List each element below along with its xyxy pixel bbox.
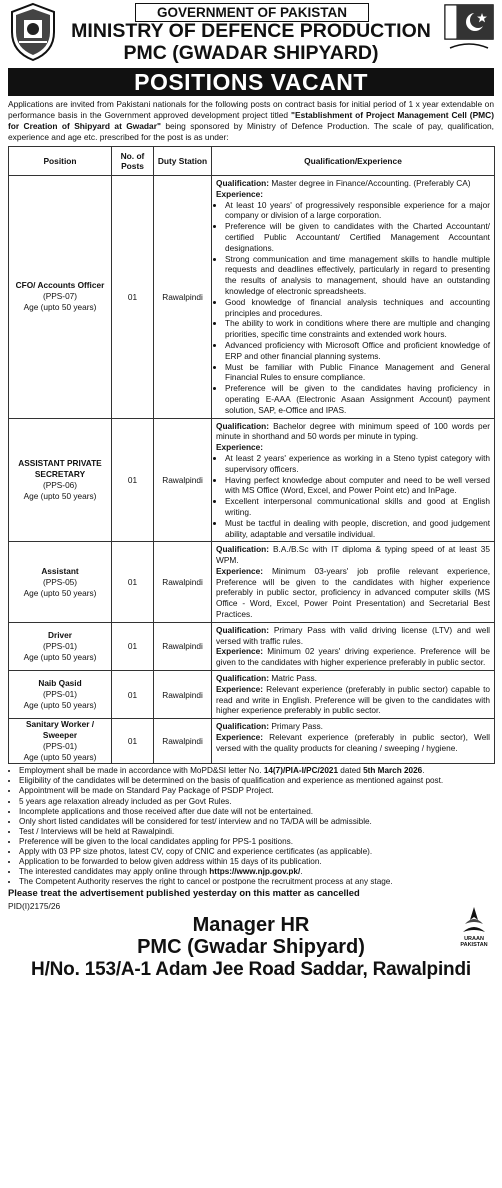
list-item: • Apply with 03 PP size photos, latest CV, copy of CNIC and experience certificates (as applicable).	[19, 847, 494, 857]
intro-part2: being sponsored by Ministry of Defence Production. The scale of pay, qualification, experience and age etc. prescribed for the post is as under:	[8, 121, 494, 142]
uraan-text: URAAN	[464, 936, 484, 943]
list-item: • Must be familiar with Public Finance Management and General Financial Rules to ensure compliance.	[225, 362, 490, 384]
table-row	[9, 622, 495, 670]
experience-label: Experience:	[216, 442, 264, 453]
position-cell	[9, 622, 112, 670]
position-cell	[9, 542, 112, 623]
position-age: Age (upto 50 years)	[23, 700, 97, 711]
table-header-row	[9, 147, 495, 176]
position-age: Age (upto 50 years)	[23, 302, 97, 313]
position-grade: (PPS-05)	[42, 576, 78, 587]
position-title: Naib Qasid	[38, 678, 82, 689]
list-item: • Good knowledge of financial analysis techniques and accounting principles and procedures.	[225, 297, 490, 319]
position-age: Age (upto 50 years)	[23, 490, 97, 501]
uraan-logo-icon	[461, 906, 487, 936]
qualification-cell	[212, 176, 495, 419]
table-row	[9, 418, 495, 542]
qualification-text: B.A./B.Sc with IT diploma & typing speed of at least 35 WPM.	[216, 544, 490, 566]
qualification-cell	[212, 671, 495, 719]
position-title: ASSISTANT PRIVATE SECRETARY	[18, 457, 102, 479]
list-item: • Preference will be given to candidates with the Charted Accountant/ certified Public Accountant/ Certified Management Accountant designations.	[225, 221, 490, 253]
position-grade: (PPS-06)	[42, 479, 78, 490]
qualification-text: Master degree in Finance/Accounting. (Preferably CA)	[271, 178, 471, 188]
organization-title: PMC (GWADAR SHIPYARD)	[123, 42, 379, 64]
qualification-text: Bachelor degree with minimum speed of 100 words per minute in shorthand and 50 words per minute in typing.	[216, 420, 490, 442]
positions-vacant-banner: POSITIONS VACANT	[8, 68, 494, 96]
col-header-station: Duty Station	[154, 147, 212, 176]
position-age: Age (upto 50 years)	[23, 752, 97, 763]
experience-text: Minimum 02 years' driving experience. Preference will be given to the candidates with higher experience preferably in public sector.	[216, 646, 491, 668]
contact-address: H/No. 153/A-1 Adam Jee Road Saddar, Rawalpindi	[31, 959, 471, 981]
station-cell: Rawalpindi	[154, 176, 212, 419]
position-grade: (PPS-01)	[42, 640, 78, 651]
station-cell: Rawalpindi	[154, 719, 212, 764]
list-item	[19, 867, 494, 877]
table-row	[9, 671, 495, 719]
list-item: • Appointment will be made on Standard Pay Package of PSDP Project.	[19, 786, 494, 796]
posts-cell: 01	[112, 542, 154, 623]
list-item: • Eligibility of the candidates will be determined on the basis of qualification and experience as mentioned against post.	[19, 776, 494, 786]
experience-label: Experience:	[216, 646, 264, 657]
table-row	[9, 542, 495, 623]
list-item: • Having perfect knowledge about computer and need to be well versed with MS Office (Word, Excel, and Power Point etc) and InPage.	[225, 475, 490, 497]
list-item: • Advanced proficiency with Microsoft Office and proficient knowledge of ERP and other financial planning systems.	[225, 340, 490, 362]
experience-label: Experience:	[216, 565, 264, 576]
note-text: Employment shall be made in accordance with MoPD&SI letter No.	[19, 766, 264, 776]
list-item: • Must be tactful in dealing with people, discretion, and good judgement ability, adaptable and versatile individual.	[225, 518, 490, 540]
list-item: • The ability to work in conditions where there are multiple and changing priorities, specific time constraints and extended work hours.	[225, 318, 490, 340]
intro-project-title: "Establishment of Project Management Cell (PMC) for Creation of Shipyard at Gwadar"	[8, 110, 494, 131]
letter-date: 5th March 2026	[363, 766, 423, 776]
positions-table	[8, 146, 495, 764]
list-item: • Preference will be given to the candidates having proficiency in operating E-AAA (Electronic Asaan Assignment Account) payment solution, SAP, e-Office and IPAS.	[225, 383, 490, 415]
position-title: Assistant	[41, 565, 79, 576]
position-title: Sanitary Worker / Sweeper	[25, 719, 95, 741]
qualification-label: Qualification:	[216, 178, 270, 188]
experience-text: Minimum 03-years' job profile relevant experience, Preference will be given to the candidates with higher experience preferably in public sector, proficiency in advanced computer skills (MS Office - Word, Excel, Power Point Presentation) and Secretarial Best Practices.	[216, 565, 491, 620]
list-item: • At least 10 years' of progressively responsible experience for a major company or division of a large corporation.	[225, 200, 490, 222]
list-item: • Only short listed candidates will be considered for test/ interview and no TA/DA will be admissible.	[19, 817, 494, 827]
footer	[0, 900, 502, 990]
experience-label: Experience:	[216, 732, 264, 743]
qualification-cell	[212, 418, 495, 542]
note-text: dated	[338, 766, 364, 776]
posts-cell: 01	[112, 719, 154, 764]
list-item	[19, 766, 494, 776]
list-item: • Incomplete applications and those received after due date will not be entertained.	[19, 807, 494, 817]
pakistan-flag-emblem-icon	[444, 4, 494, 52]
position-grade: (PPS-07)	[42, 291, 78, 302]
note-text: The interested candidates may apply online through	[19, 867, 210, 877]
qualification-text: Primary Pass with valid driving license (LTV) and well versed with traffic rules.	[216, 624, 491, 646]
list-item: • 5 years age relaxation already included as per Govt Rules.	[19, 797, 494, 807]
list-item: • Application to be forwarded to below given address within 15 days of its publication.	[19, 857, 494, 867]
list-item: • At least 2 years' experience as working in a Steno typist category with supervisory officers.	[225, 453, 490, 475]
list-item: • Preference will be given to the local candidates appling for PPS-1 positions.	[19, 837, 494, 847]
note-text: .	[300, 867, 303, 877]
col-header-qualification: Qualification/Experience	[212, 147, 495, 176]
experience-label: Experience:	[216, 683, 264, 694]
qualification-text: Matric Pass.	[271, 673, 317, 684]
apply-online-link[interactable]: https://www.njp.gov.pk/	[209, 867, 301, 877]
position-age: Age (upto 50 years)	[23, 651, 97, 662]
qualification-cell	[212, 542, 495, 623]
posts-cell: 01	[112, 176, 154, 419]
posts-cell: 01	[112, 622, 154, 670]
position-title: CFO/ Accounts Officer	[15, 280, 105, 291]
position-age: Age (upto 50 years)	[23, 587, 97, 598]
station-cell: Rawalpindi	[154, 542, 212, 623]
position-cell	[9, 176, 112, 419]
qualification-label: Qualification:	[216, 624, 270, 635]
qualification-label: Qualification:	[216, 544, 270, 555]
qualification-label: Qualification:	[216, 721, 270, 732]
position-grade: (PPS-01)	[42, 689, 78, 700]
position-grade: (PPS-01)	[42, 741, 78, 752]
list-item: • The Competent Authority reserves the right to cancel or postpone the recruitment process at any stage.	[19, 877, 494, 887]
posts-cell: 01	[112, 671, 154, 719]
uraan-pakistan-logo	[454, 906, 494, 954]
contact-organization: PMC (Gwadar Shipyard)	[137, 936, 365, 959]
col-header-position: Position	[9, 147, 112, 176]
intro-paragraph	[8, 99, 494, 143]
posts-cell: 01	[112, 418, 154, 542]
position-cell	[9, 418, 112, 542]
qualification-cell	[212, 622, 495, 670]
position-cell	[9, 671, 112, 719]
experience-label: Experience:	[216, 188, 264, 199]
letter-number: 14(7)/PIA-I/PC/2021	[263, 766, 339, 776]
experience-text: Relevant experience (preferably in public sector), Well versed with the quality products for cleaning / sweeping / hygiene.	[216, 732, 490, 753]
station-cell: Rawalpindi	[154, 671, 212, 719]
station-cell: Rawalpindi	[154, 418, 212, 542]
qualification-text: Primary Pass.	[271, 721, 323, 732]
cancellation-notice: Please treat the advertisement published yesterday on this matter as cancelled	[8, 887, 360, 899]
government-title: GOVERNMENT OF PAKISTAN	[135, 3, 369, 22]
qualification-cell	[212, 719, 495, 764]
table-row	[9, 719, 495, 764]
qualification-label: Qualification:	[216, 420, 270, 431]
terms-list	[8, 766, 494, 887]
position-title: Driver	[48, 629, 72, 640]
ministry-title: MINISTRY OF DEFENCE PRODUCTION	[71, 20, 431, 42]
note-text: .	[422, 766, 425, 776]
experience-list	[216, 200, 490, 416]
position-cell	[9, 719, 112, 764]
station-cell: Rawalpindi	[154, 622, 212, 670]
contact-title: Manager HR	[192, 914, 310, 937]
list-item: • Test / Interviews will be held at Rawalpindi.	[19, 827, 494, 837]
col-header-posts: No. of Posts	[112, 147, 154, 176]
qualification-label: Qualification:	[216, 673, 270, 684]
list-item: • Strong communication and time management skills to handle multiple requests and deadlines effectively, particularly in regard to presenting the results of analysis to management, should have an outstanding knowledge of electronic spreadsheets.	[225, 254, 490, 297]
list-item: • Excellent interpersonal communicational skills and good at English writing.	[225, 496, 490, 518]
experience-list	[216, 453, 490, 539]
experience-text: Relevant experience (preferably in public sector) capable to read and write in English. Preference will be given to the candidates with higher experience preferably in public sector.	[216, 683, 490, 716]
pakistan-text: PAKISTAN	[460, 942, 488, 949]
pid-number: PID(I)2175/26	[8, 901, 61, 912]
header	[0, 0, 502, 66]
table-row	[9, 176, 495, 419]
intro-part1: Applications are invited from Pakistani nationals for the following posts on contract basis for initial period of 1 x year extendable on performance basis in the Government approved development project titled	[8, 99, 494, 120]
